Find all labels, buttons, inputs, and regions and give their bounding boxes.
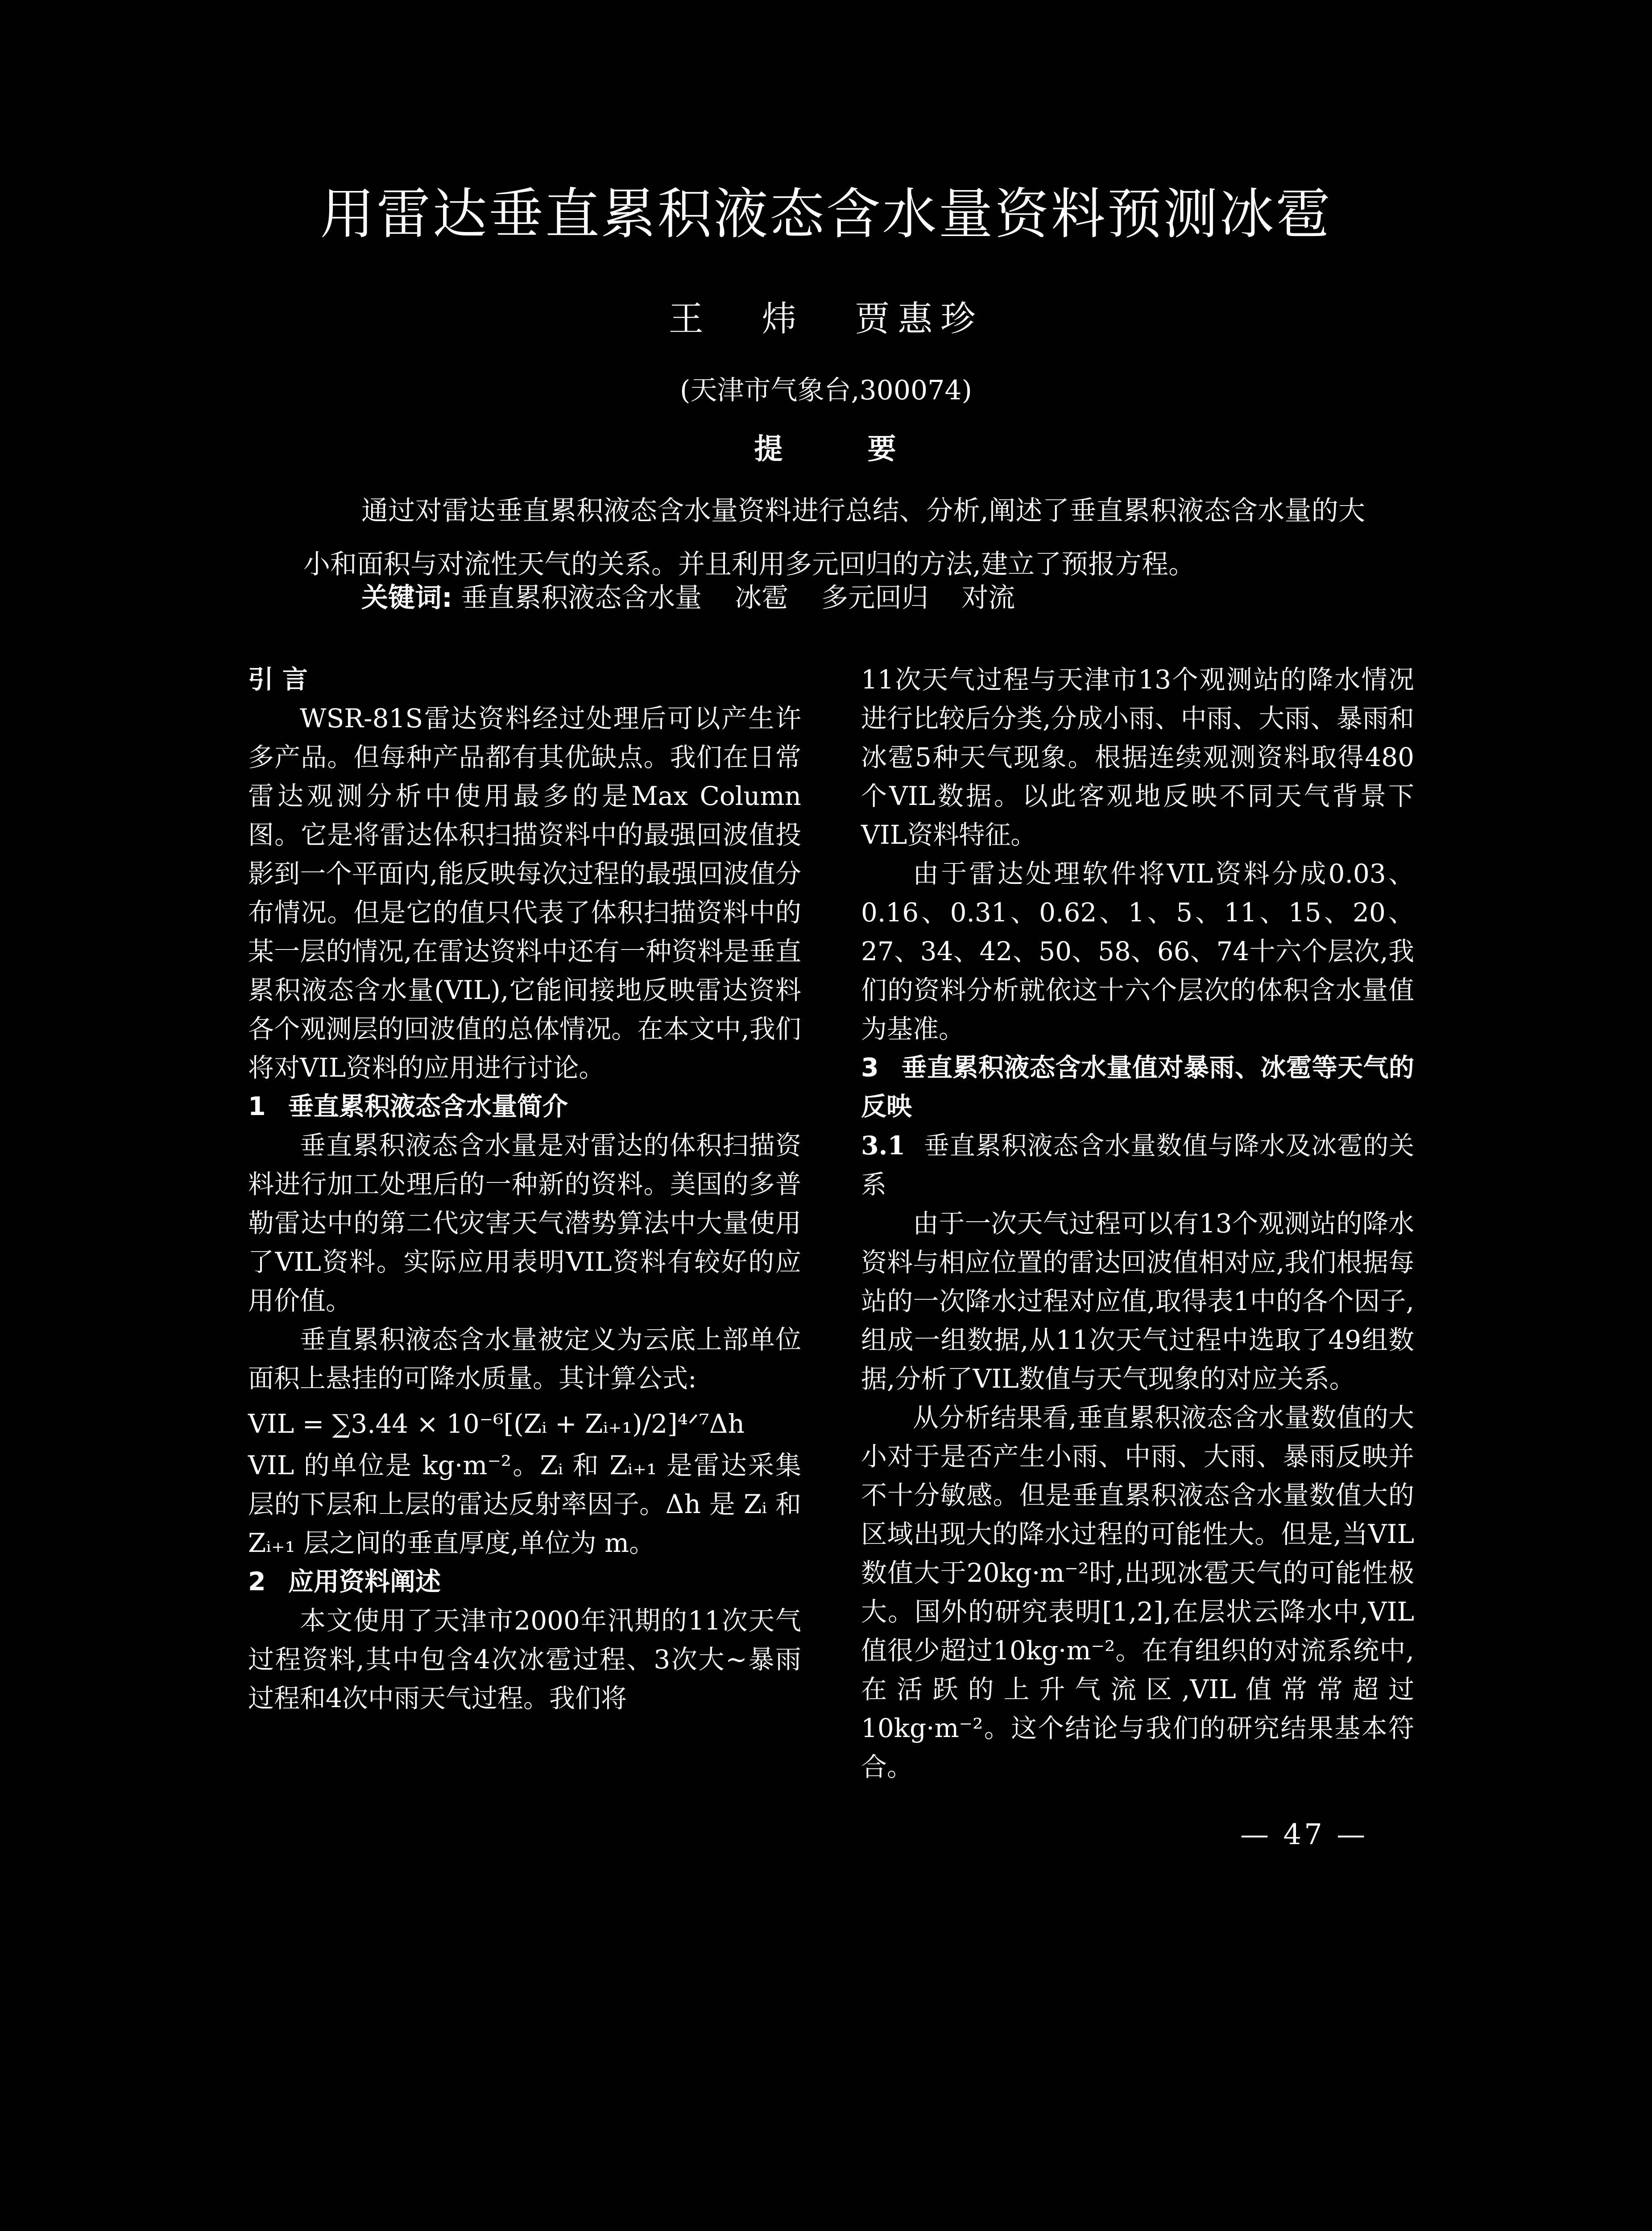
section-number: 1 [248,1092,266,1121]
section-title: 垂直累积液态含水量简介 [288,1092,568,1121]
authors: 王 炜 贾惠珍 [668,299,984,339]
keyword-item: 多元回归 [821,582,929,614]
continued-paragraph: 11次天气过程与天津市13个观测站的降水情况进行比较后分类,分成小雨、中雨、大雨、暴雨和冰雹5种天气现象。根据连续观测资料取得480个VIL数据。以此客观地反映不同天气背景下VIL资料特征。 [861,664,1414,850]
keyword-item: 对流 [961,582,1015,614]
section-3-heading [861,1049,1414,1126]
keyword-item: 冰雹 [735,582,789,614]
section-title: 垂直累积液态含水量数值与降水及冰雹的关系 [861,1131,1414,1199]
paper-title: 用雷达垂直累积液态含水量资料预测冰雹 [320,182,1332,246]
left-column [248,660,801,1718]
section-1-heading [248,1087,801,1126]
vil-formula: VIL = ∑3.44 × 10⁻⁶[(Zᵢ + Zᵢ₊₁)/2]⁴ᐟ⁷Δh [248,1409,745,1439]
section-number: 3.1 [861,1131,906,1161]
keywords [361,576,1387,620]
formula-explanation: VIL 的单位是 kg·m⁻²。Zᵢ 和 Zᵢ₊₁ 是雷达采集层的下层和上层的雷达反射率因子。Δh 是 Zᵢ 和 Zᵢ₊₁ 层之间的垂直厚度,单位为 m。 [248,1450,801,1558]
keywords-label: 关键词: [361,582,452,614]
abstract-text: 通过对雷达垂直累积液态含水量资料进行总结、分析,阐述了垂直累积液态含水量的大小和面积与对流性天气的关系。并且利用多元回归的方法,建立了预报方程。 [303,495,1365,580]
section-2-heading [248,1563,801,1601]
levels-paragraph: 由于雷达处理软件将VIL资料分成0.03、0.16、0.31、0.62、1、5、11、15、20、27、34、42、50、58、66、74十六个层次,我们的资料分析就依这十六个层次的体积含水量值为基准。 [861,858,1414,1044]
right-column [861,660,1414,1787]
section-2-paragraph: 本文使用了天津市2000年汛期的11次天气过程资料,其中包含4次冰雹过程、3次大~暴雨过程和4次中雨天气过程。我们将 [248,1605,801,1713]
page-number: — 47 — [1240,1818,1368,1851]
section-3-1-paragraph: 由于一次天气过程可以有13个观测站的降水资料与相应位置的雷达回波值相对应,我们根据每站的一次降水过程对应值,取得表1中的各个因子,组成一组数据,从11次天气过程中选取了49组数据,分析了VIL数值与天气现象的对应关系。 [861,1208,1414,1394]
section-3-1-heading [861,1126,1414,1204]
section-1-paragraph: 垂直累积液态含水量是对雷达的体积扫描资料进行加工处理后的一种新的资料。美国的多普勒雷达中的第二代灾害天气潜势算法中大量使用了VIL资料。实际应用表明VIL资料有较好的应用价值。 [248,1130,801,1316]
section-title: 应用资料阐述 [288,1567,441,1597]
section-number: 3 [861,1053,879,1082]
section-1-paragraph: 垂直累积液态含水量被定义为云底上部单位面积上悬挂的可降水质量。其计算公式: [248,1324,801,1393]
section-title: 垂直累积液态含水量值对暴雨、冰雹等天气的反映 [861,1053,1414,1121]
abstract [303,484,1365,591]
intro-heading: 引 言 [248,665,308,694]
affiliation: (天津市气象台,300074) [680,375,972,406]
section-number: 2 [248,1567,266,1597]
intro-paragraph: WSR-81S雷达资料经过处理后可以产生许多产品。但每种产品都有其优缺点。我们在日常雷达观测分析中使用最多的是Max Column图。它是将雷达体积扫描资料中的最强回波值投影到一个平面内,能反映每次过程的最强回波值分布情况。但是它的值只代表了体积扫描资料中的某一层的情况,在雷达资料中还有一种资料是垂直累积液态含水量(VIL),它能间接地反映雷达资料各个观测层的回波值的总体情况。在本文中,我们将对VIL资料的应用进行讨论。 [248,703,801,1083]
abstract-heading: 提 要 [754,433,898,466]
keyword-item: 垂直累积液态含水量 [461,582,702,614]
section-3-1-paragraph: 从分析结果看,垂直累积液态含水量数值的大小对于是否产生小雨、中雨、大雨、暴雨反映并不十分敏感。但是垂直累积液态含水量数值大的区域出现大的降水过程的可能性大。但是,当VIL数值大于20kg·m⁻²时,出现冰雹天气的可能性极大。国外的研究表明[1,2],在层状云降水中,VIL值很少超过10kg·m⁻²。在有组织的对流系统中,在活跃的上升气流区,VIL值常常超过10kg·m⁻²。这个结论与我们的研究结果基本符合。 [861,1402,1414,1782]
